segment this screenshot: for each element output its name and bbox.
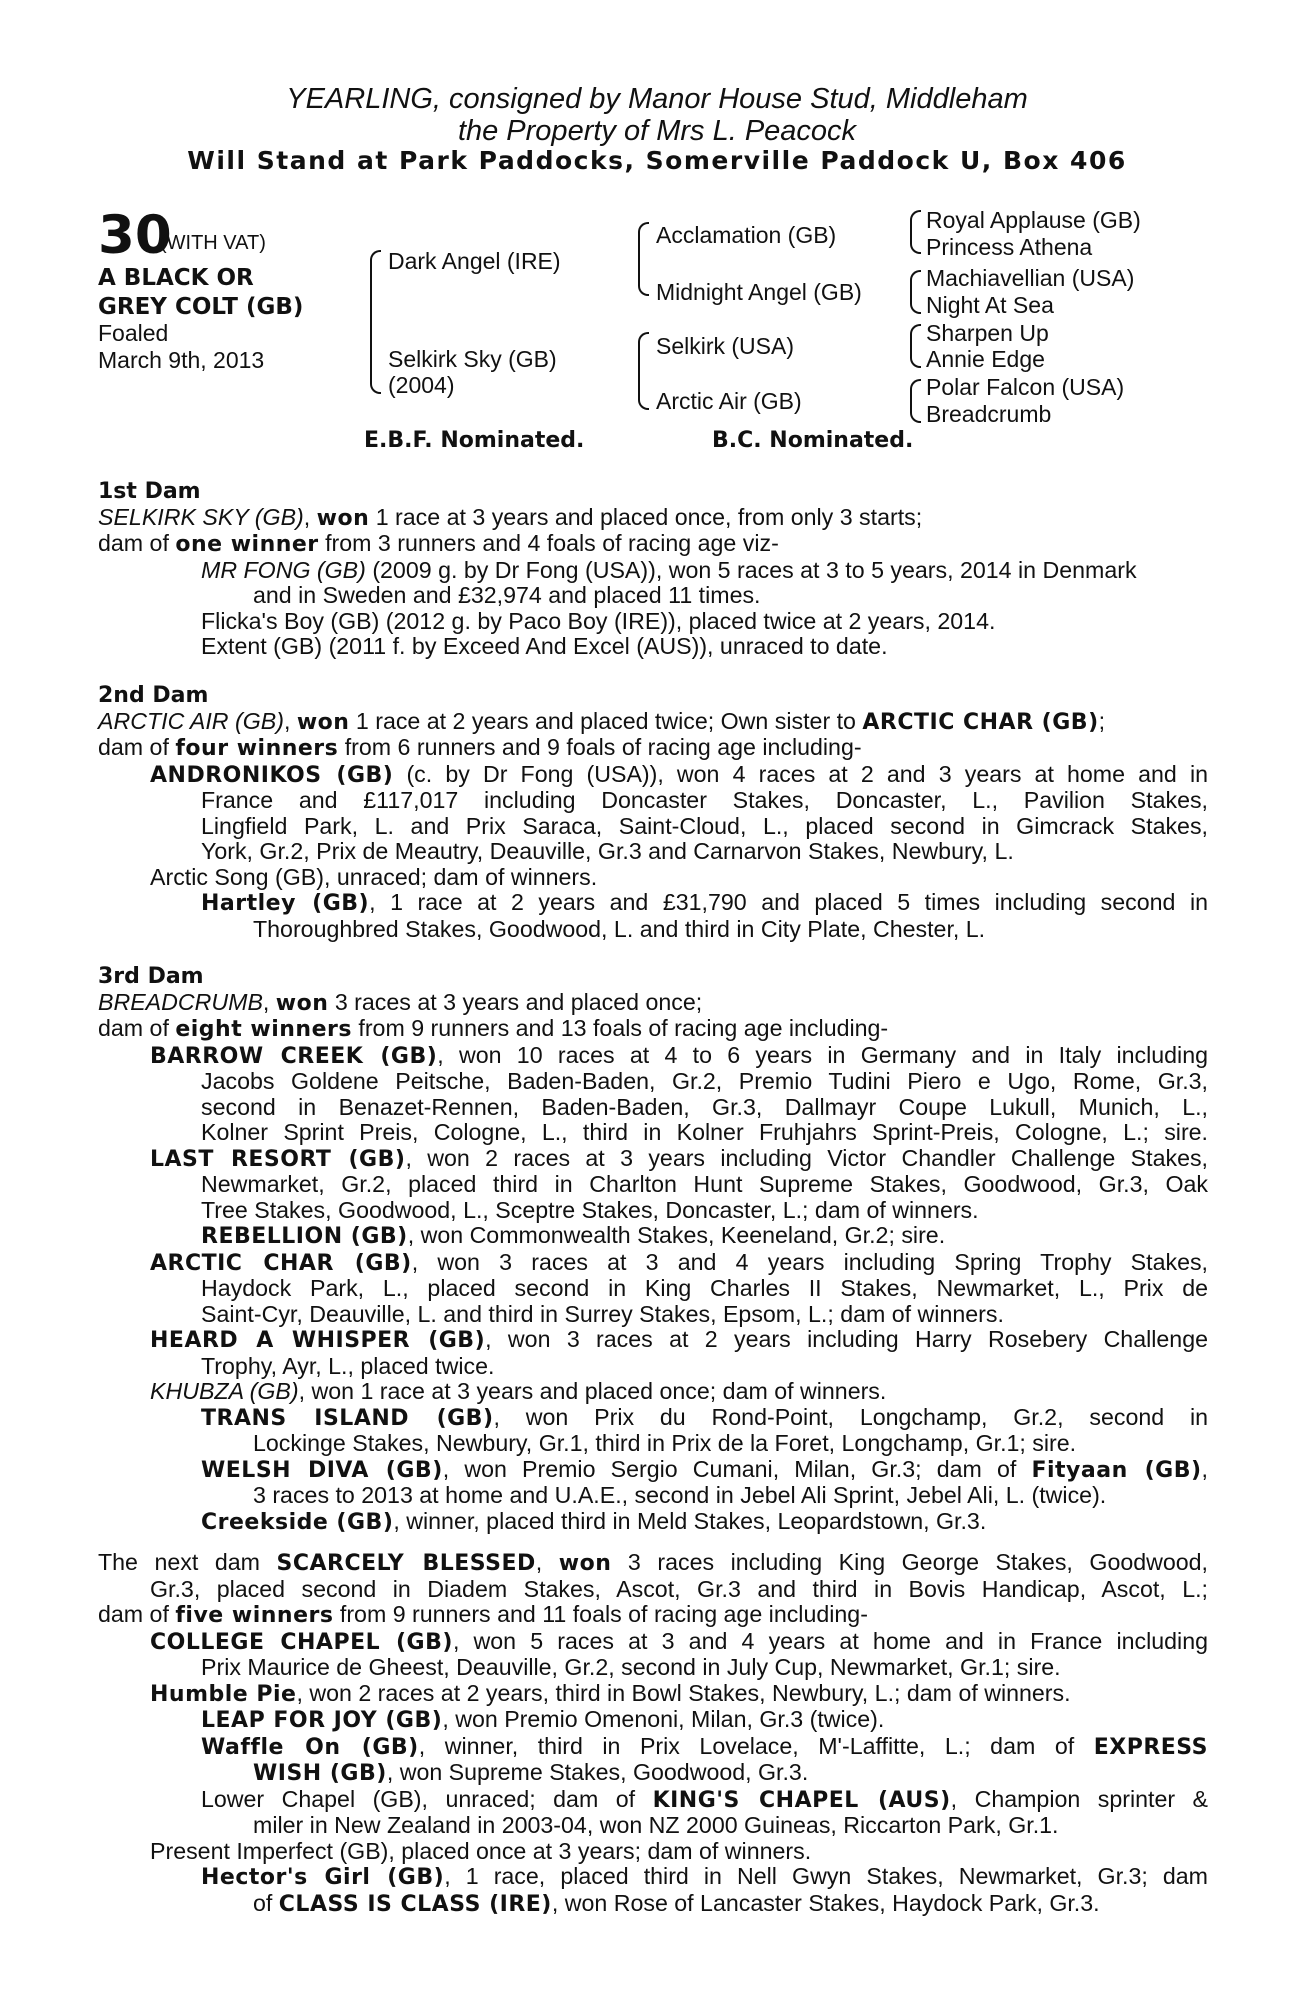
text-run: , won 2 races at 2 years, third in Bowl Stakes, Newbury, L.; dam of winners. <box>296 1679 1071 1706</box>
text-line: Arctic Song (GB), unraced; dam of winners. <box>150 863 598 890</box>
text-line <box>98 709 1208 736</box>
text-line: Extent (GB) (2011 f. by Exceed And Excel (AUS)), unraced to date. <box>201 633 888 659</box>
horse-name: Humble Pie <box>150 1681 297 1707</box>
text-line <box>98 1864 1208 1891</box>
text-line: Lingfield Park, L. and Prix Saraca, Saint-Cloud, L., placed second in Gimcrack Stakes, <box>201 812 1208 839</box>
horse-name: SCARCELY BLESSED <box>276 1551 536 1576</box>
text-run: , <box>535 1549 559 1575</box>
text-run: , won 5 races at 3 and 4 years at home and in France including <box>452 1627 1208 1654</box>
text-line <box>98 1250 1208 1277</box>
pedigree-sire-dam: Midnight Angel (GB) <box>656 279 862 305</box>
text-line: Tree Stakes, Goodwood, L., Sceptre Stakes, Doncaster, L.; dam of winners. <box>201 1196 979 1223</box>
emphasis: won <box>316 505 370 531</box>
horse-name: EXPRESS <box>1093 1734 1208 1760</box>
text-run: , won 3 races at 3 and 4 years including Spring Trophy Stakes, <box>411 1248 1208 1275</box>
emphasis: won <box>558 1551 612 1576</box>
text-run: , Champion sprinter & <box>950 1785 1208 1812</box>
text-run: 3 races at 3 years and placed once; <box>328 988 703 1015</box>
pedigree-ancestor: Princess Athena <box>926 234 1093 260</box>
horse-name: COLLEGE CHAPEL (GB) <box>150 1629 453 1655</box>
horse-name: KHUBZA (GB) <box>150 1378 299 1404</box>
text-run: , won 3 races at 2 years including Harry Rosebery Challenge <box>485 1326 1208 1352</box>
bracket <box>910 270 921 314</box>
horse-name: ARCTIC CHAR (GB) <box>862 709 1099 735</box>
text-run: , winner, third in Prix Lovelace, M'-Laffitte, L.; dam of <box>418 1732 1094 1759</box>
text-run: , <box>1201 1455 1208 1482</box>
emphasis: won <box>296 709 350 735</box>
text-line <box>98 1760 1208 1787</box>
text-run: from 9 runners and 13 foals of racing age including- <box>351 1015 889 1041</box>
ebf-nomination: E.B.F. Nominated. <box>364 428 585 453</box>
dam-parents-bracket <box>638 332 649 410</box>
text-line <box>98 1016 1208 1043</box>
text-line <box>98 990 1208 1017</box>
text-line <box>98 1457 1208 1484</box>
foaled-label: Foaled <box>98 320 169 346</box>
emphasis: eight winners <box>175 1017 352 1042</box>
horse-name: KING'S CHAPEL (AUS) <box>652 1787 951 1813</box>
third-dam-section <box>98 964 1208 1535</box>
pedigree-ancestor: Polar Falcon (USA) <box>926 374 1125 400</box>
text-line <box>98 1787 1208 1814</box>
text-run: , won Premio Sergio Cumani, Milan, Gr.3; dam of <box>442 1455 1032 1482</box>
text-line: Present Imperfect (GB), placed once at 3 years; dam of winners. <box>150 1837 812 1864</box>
text-line <box>98 1043 1208 1070</box>
text-line <box>98 1629 1208 1656</box>
text-line <box>98 1223 1208 1250</box>
text-run: 1 race at 2 years and placed twice; Own sister to <box>349 707 863 734</box>
horse-name: Waffle On (GB) <box>201 1734 419 1760</box>
text-line <box>98 890 1208 917</box>
foaled-date: March 9th, 2013 <box>98 347 265 373</box>
pedigree-dam: Selkirk Sky (GB) <box>388 346 557 372</box>
horse-name: Fityaan (GB) <box>1031 1457 1202 1483</box>
text-line <box>98 1734 1208 1761</box>
text-run: Lower Chapel (GB), unraced; dam of <box>201 1785 653 1812</box>
text-line <box>98 1327 1208 1354</box>
pedigree-ancestor: Machiavellian (USA) <box>926 265 1135 291</box>
text-run: of <box>253 1889 279 1916</box>
horse-name: WELSH DIVA (GB) <box>201 1457 443 1483</box>
horse-name: ARCTIC CHAR (GB) <box>150 1250 412 1276</box>
lot-title <box>98 264 303 322</box>
text-line: Flicka's Boy (GB) (2012 g. by Paco Boy (IRE)), placed twice at 2 years, 2014. <box>201 607 996 634</box>
text-run: (c. by Dr Fong (USA)), won 4 races at 2 and 3 years at home and in <box>393 760 1208 787</box>
text-run: from 9 runners and 11 foals of racing age including- <box>333 1601 868 1627</box>
text-run: dam of <box>98 1015 176 1041</box>
text-line: York, Gr.2, Prix de Meautry, Deauville, Gr.3 and Carnarvon Stakes, Newbury, L. <box>201 838 1014 864</box>
text-run: , won 2 races at 3 years including Victor Chandler Challenge Stakes, <box>405 1144 1208 1171</box>
pedigree-ancestor: Royal Applause (GB) <box>926 207 1141 233</box>
horse-name: HEARD A WHISPER (GB) <box>150 1328 486 1353</box>
text-line: Thoroughbred Stakes, Goodwood, L. and third in City Plate, Chester, L. <box>253 915 986 942</box>
text-line <box>98 1509 1208 1536</box>
text-line: Gr.3, placed second in Diadem Stakes, Ascot, Gr.3 and third in Bovis Handicap, Ascot, L.; <box>150 1575 1208 1602</box>
text-run: , 1 race at 2 years and £31,790 and placed 5 times including second in <box>369 889 1208 915</box>
text-run: from 3 runners and 4 foals of racing age viz- <box>318 530 779 556</box>
sire-parents-bracket <box>638 222 649 296</box>
text-run: , won Premio Omenoni, Milan, Gr.3 (twice). <box>442 1706 885 1732</box>
pedigree-sire: Dark Angel (IRE) <box>388 248 561 274</box>
horse-name: WISH (GB) <box>253 1761 387 1786</box>
section-heading: 1st Dam <box>98 479 201 504</box>
horse-name: BARROW CREEK (GB) <box>150 1043 438 1069</box>
text-run: , 1 race, placed third in Nell Gwyn Stakes, Newmarket, Gr.3; dam <box>444 1863 1208 1889</box>
section-heading: 2nd Dam <box>98 683 209 708</box>
lot-title-line: GREY COLT (GB) <box>98 294 304 320</box>
emphasis: five winners <box>175 1603 334 1628</box>
horse-name: LEAP FOR JOY (GB) <box>201 1708 443 1733</box>
section-heading: 3rd Dam <box>98 964 204 989</box>
consignor-line: YEARLING, consigned by Manor House Stud, Middleham <box>286 83 1028 115</box>
text-line <box>98 1550 1208 1577</box>
horse-name: ARCTIC AIR (GB) <box>98 707 284 734</box>
horse-name: Hartley (GB) <box>201 891 370 916</box>
text-run: , <box>303 503 317 530</box>
text-run: 1 race at 3 years and placed once, from only 3 starts; <box>369 503 923 530</box>
pedigree-sire-sire: Acclamation (GB) <box>656 222 837 248</box>
horse-name: ANDRONIKOS (GB) <box>150 762 394 788</box>
text-line: Prix Maurice de Gheest, Deauville, Gr.2, second in July Cup, Newmarket, Gr.1; sire. <box>201 1654 1061 1680</box>
text-line: Haydock Park, L., placed second in King Charles II Stakes, Newmarket, L., Prix de <box>201 1275 1208 1301</box>
text-line <box>98 1146 1208 1173</box>
text-line: Kolner Sprint Preis, Cologne, L., third in Kolner Fruhjahrs Sprint-Preis, Cologne, L.; sire. <box>201 1119 1208 1145</box>
text-line <box>98 558 1208 584</box>
text-run: , won Prix du Rond-Point, Longchamp, Gr.2, second in <box>493 1403 1209 1430</box>
text-run: ; <box>1098 707 1106 734</box>
horse-name: TRANS ISLAND (GB) <box>201 1405 494 1431</box>
pedigree-dam-year: (2004) <box>388 372 455 398</box>
text-run: , won Supreme Stakes, Goodwood, Gr.3. <box>386 1759 809 1785</box>
horse-name: LAST RESORT (GB) <box>150 1146 406 1172</box>
text-line <box>98 1681 1208 1708</box>
text-line <box>98 531 1208 558</box>
text-line: France and £117,017 including Doncaster Stakes, Doncaster, L., Pavilion Stakes, <box>201 787 1208 813</box>
text-run: , winner, placed third in Meld Stakes, Leopardstown, Gr.3. <box>393 1507 987 1534</box>
pedigree-ancestor: Annie Edge <box>926 346 1045 372</box>
text-run: , <box>283 707 297 734</box>
text-line: Jacobs Goldene Peitsche, Baden-Baden, Gr.2, Premio Tudini Piero e Ugo, Rome, Gr.3, <box>201 1068 1208 1094</box>
horse-name: MR FONG (GB) <box>201 556 366 583</box>
bracket <box>910 379 921 423</box>
text-line: Lockinge Stakes, Newbury, Gr.1, third in Prix de la Foret, Longchamp, Gr.1; sire. <box>253 1430 1077 1456</box>
lot-title-line: A BLACK OR <box>98 265 254 291</box>
pedigree-ancestor: Breadcrumb <box>926 401 1052 427</box>
text-line: Newmarket, Gr.2, placed third in Charlton Hunt Supreme Stakes, Goodwood, Gr.3, Oak <box>201 1171 1208 1197</box>
emphasis: one winner <box>175 532 319 557</box>
bc-nomination: B.C. Nominated. <box>712 428 914 453</box>
bracket <box>910 324 921 368</box>
bracket <box>910 210 921 254</box>
horse-name: BREADCRUMB <box>98 988 263 1015</box>
emphasis: four winners <box>175 736 339 761</box>
pedigree-dam-dam: Arctic Air (GB) <box>656 388 802 414</box>
text-line <box>98 1891 1208 1918</box>
emphasis: won <box>275 990 329 1016</box>
text-run: The next dam <box>98 1549 277 1575</box>
text-run: dam of <box>98 530 176 556</box>
text-line <box>98 1707 1208 1734</box>
text-line: miler in New Zealand in 2003-04, won NZ 2000 Guineas, Riccarton Park, Gr.1. <box>253 1812 1059 1838</box>
text-line: second in Benazet-Rennen, Baden-Baden, Gr.3, Dallmayr Coupe Lukull, Munich, L., <box>201 1093 1208 1120</box>
text-run: 3 races including King George Stakes, Goodwood, <box>611 1549 1209 1575</box>
pedigree-ancestor: Night At Sea <box>926 292 1054 318</box>
text-line <box>98 762 1208 789</box>
text-line <box>98 1379 1208 1405</box>
second-dam-section <box>98 683 1208 942</box>
text-line: 3 races to 2013 at home and U.A.E., second in Jebel Ali Sprint, Jebel Ali, L. (twice). <box>253 1482 1107 1508</box>
text-line <box>98 1602 1208 1629</box>
location-line: Will Stand at Park Paddocks, Somerville Paddock U, Box 406 <box>187 146 1127 175</box>
text-line: and in Sweden and £32,974 and placed 11 times. <box>253 582 761 608</box>
text-line <box>98 735 1208 762</box>
lot-number: 30 <box>98 205 172 266</box>
text-run: , won 10 races at 4 to 6 years in Germany and in Italy including <box>437 1041 1208 1068</box>
text-run: , won 1 race at 3 years and placed once; dam of winners. <box>298 1378 887 1404</box>
text-run: , <box>262 988 276 1015</box>
text-line <box>98 1405 1208 1432</box>
sire-dam-bracket <box>370 250 381 394</box>
property-line: the Property of Mrs L. Peacock <box>457 115 857 147</box>
horse-name: SELKIRK SKY (GB) <box>98 503 304 530</box>
text-run: from 6 runners and 9 foals of racing age including- <box>338 734 862 760</box>
text-run: , won Commonwealth Stakes, Keeneland, Gr.2; sire. <box>407 1222 946 1248</box>
foaled-info <box>98 320 264 374</box>
text-line <box>98 505 1208 532</box>
horse-name: REBELLION (GB) <box>201 1224 408 1249</box>
text-line: Trophy, Ayr, L., placed twice. <box>201 1352 495 1379</box>
text-run: (2009 g. by Dr Fong (USA)), won 5 races at 3 to 5 years, 2014 in Denmark <box>365 556 1137 583</box>
text-run: dam of <box>98 734 176 760</box>
horse-name: CLASS IS CLASS (IRE) <box>278 1891 552 1917</box>
pedigree-dam-sire: Selkirk (USA) <box>656 333 795 359</box>
text-run: , won Rose of Lancaster Stakes, Haydock Park, Gr.3. <box>551 1889 1100 1916</box>
horse-name: Creekside (GB) <box>201 1509 394 1535</box>
text-run: dam of <box>98 1601 176 1627</box>
text-line: Saint-Cyr, Deauville, L. and third in Surrey Stakes, Epsom, L.; dam of winners. <box>201 1300 1004 1327</box>
vat-label: (WITH VAT) <box>160 232 266 254</box>
pedigree-ancestor: Sharpen Up <box>926 320 1049 346</box>
first-dam-section <box>98 479 1208 660</box>
horse-name: Hector's Girl (GB) <box>201 1865 445 1890</box>
next-dam-section <box>98 1550 1208 1917</box>
